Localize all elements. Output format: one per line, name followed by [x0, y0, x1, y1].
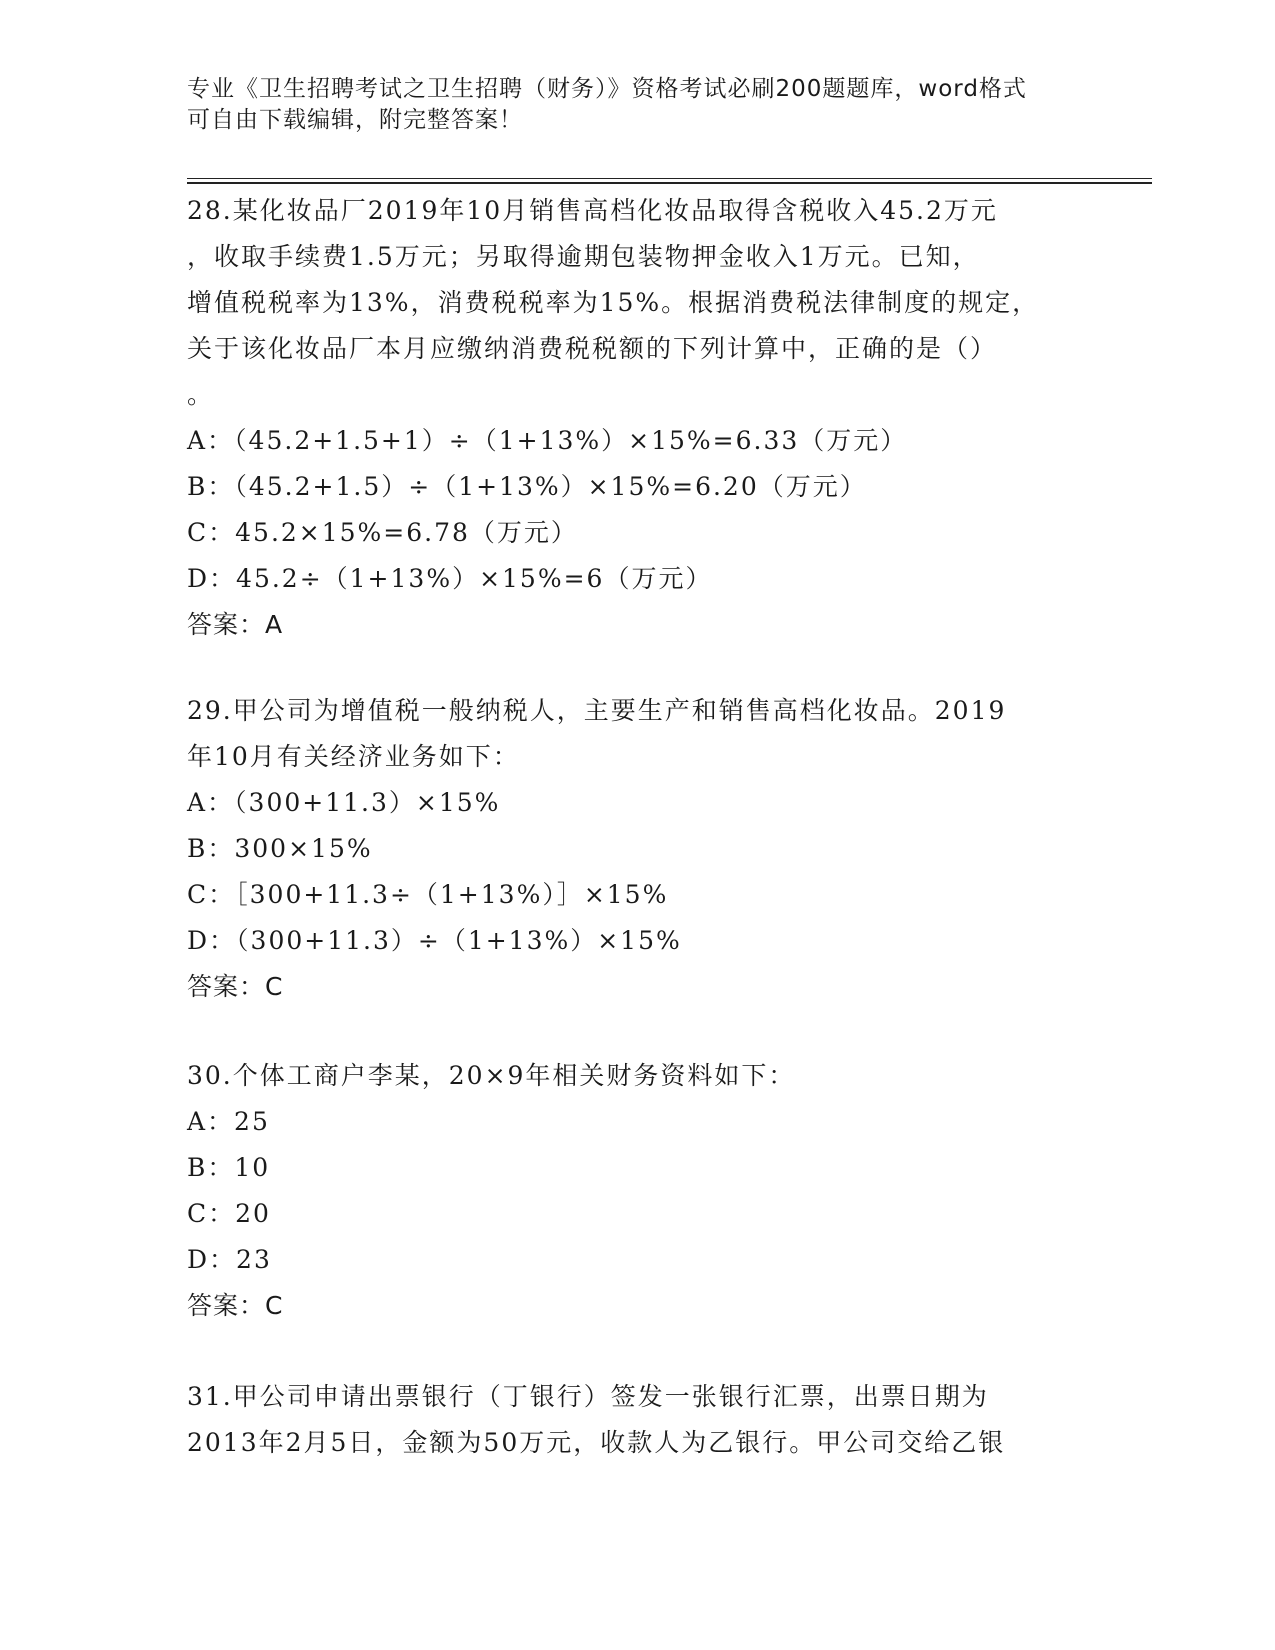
option-c: C：［300+11.3÷（1+13%）］×15% — [187, 880, 669, 909]
option-d: D：（300+11.3）÷（1+13%）×15% — [187, 926, 682, 955]
option-b: B：10 — [187, 1153, 271, 1182]
header-divider — [187, 178, 1152, 184]
header-line-2: 可自由下载编辑，附完整答案！ — [187, 107, 523, 133]
option-a: A：（300+11.3）×15% — [187, 788, 501, 817]
option-b: B：（45.2+1.5）÷（1+13%）×15%=6.20（万元） — [187, 472, 867, 501]
question-text-line: 29.甲公司为增值税一般纳税人，主要生产和销售高档化妆品。2019 — [187, 696, 1007, 725]
option-d: D：23 — [187, 1245, 272, 1274]
header-line-1: 专业《卫生招聘考试之卫生招聘（财务）》资格考试必刷200题题库，word格式 — [187, 76, 1027, 102]
answer-label: 答案：C — [187, 972, 284, 1001]
option-a: A：25 — [187, 1107, 270, 1136]
question-29 — [187, 688, 1087, 1010]
question-text-line: 31.甲公司申请出票银行（丁银行）签发一张银行汇票，出票日期为 — [187, 1382, 989, 1411]
option-c: C：45.2×15%=6.78（万元） — [187, 518, 578, 547]
question-text-line: 2013年2月5日，金额为50万元，收款人为乙银行。甲公司交给乙银 — [187, 1428, 1006, 1457]
question-text-line: 年10月有关经济业务如下： — [187, 742, 520, 771]
option-c: C：20 — [187, 1199, 271, 1228]
answer-label: 答案：A — [187, 610, 284, 639]
option-a: A：（45.2+1.5+1）÷（1+13%）×15%=6.33（万元） — [187, 426, 908, 455]
question-text-line: 28.某化妆品厂2019年10月销售高档化妆品取得含税收入45.2万元 — [187, 196, 998, 225]
question-text-line: 30.个体工商户李某，20×9年相关财务资料如下： — [187, 1061, 796, 1090]
question-text-line: ，收取手续费1.5万元；另取得逾期包装物押金收入1万元。已知， — [187, 242, 980, 271]
question-text-line: 关于该化妆品厂本月应缴纳消费税税额的下列计算中，正确的是（） — [187, 334, 998, 363]
document-header — [187, 74, 1087, 136]
question-31 — [187, 1374, 1087, 1466]
question-text-line: 增值税税率为13%，消费税税率为15%。根据消费税法律制度的规定， — [187, 288, 1040, 317]
option-d: D：45.2÷（1+13%）×15%=6（万元） — [187, 564, 713, 593]
answer-label: 答案：C — [187, 1291, 284, 1320]
question-30 — [187, 1053, 1087, 1329]
question-text-line: 。 — [187, 380, 215, 409]
question-28 — [187, 188, 1087, 648]
option-b: B：300×15% — [187, 834, 373, 863]
